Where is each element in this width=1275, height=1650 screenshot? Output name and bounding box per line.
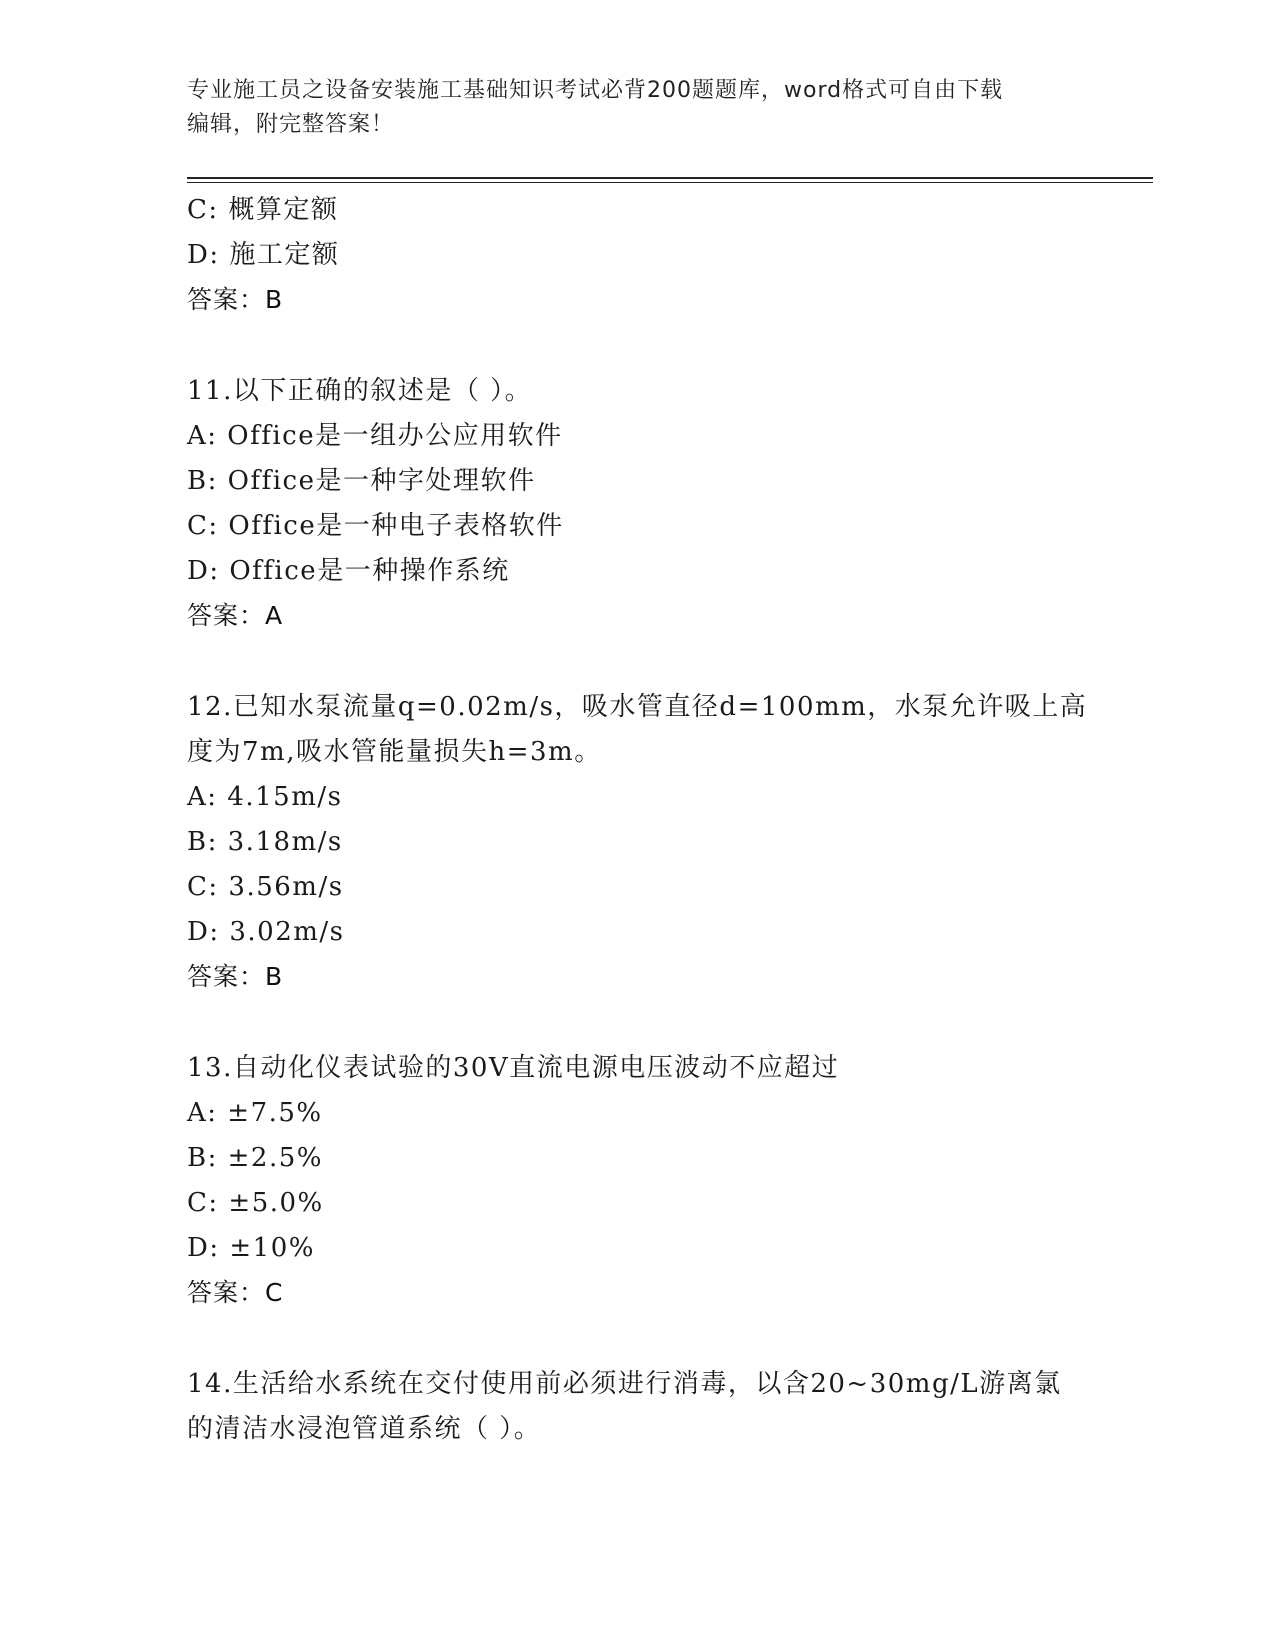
header-line-2: 编辑，附完整答案！ bbox=[187, 112, 395, 137]
q13-option-d: D: ±10% bbox=[187, 1233, 315, 1263]
q13-stem: 13.自动化仪表试验的30V直流电源电压波动不应超过 bbox=[187, 1053, 840, 1083]
q12-option-a: A: 4.15m/s bbox=[187, 782, 343, 812]
q14-stem-line-1: 14.生活给水系统在交付使用前必须进行消毒，以含20~30mg/L游离氯 bbox=[187, 1369, 1062, 1399]
q11-stem: 11.以下正确的叙述是（ ）。 bbox=[187, 376, 533, 406]
q12-option-c: C: 3.56m/s bbox=[187, 872, 344, 902]
q11-option-c: C: Office是一种电子表格软件 bbox=[187, 511, 564, 541]
header-divider-thin bbox=[187, 182, 1153, 183]
q12-option-d: D: 3.02m/s bbox=[187, 917, 345, 947]
header-divider-thick bbox=[187, 177, 1153, 179]
q12-option-b: B: 3.18m/s bbox=[187, 827, 343, 857]
q10-answer: 答案：B bbox=[187, 285, 284, 314]
q11-option-a: A: Office是一组办公应用软件 bbox=[187, 421, 563, 451]
q13-answer: 答案：C bbox=[187, 1278, 284, 1307]
q10-option-c: C: 概算定额 bbox=[187, 195, 339, 225]
q13-option-a: A: ±7.5% bbox=[187, 1098, 323, 1128]
q11-option-d: D: Office是一种操作系统 bbox=[187, 556, 510, 586]
q12-stem-line-2: 度为7m,吸水管能量损失h=3m。 bbox=[187, 737, 602, 767]
q12-answer: 答案：B bbox=[187, 962, 284, 991]
q14-stem-line-2: 的清洁水浸泡管道系统（ ）。 bbox=[187, 1414, 542, 1444]
q11-answer: 答案：A bbox=[187, 601, 284, 630]
q13-option-b: B: ±2.5% bbox=[187, 1143, 323, 1173]
q11-option-b: B: Office是一种字处理软件 bbox=[187, 466, 536, 496]
q12-stem-line-1: 12.已知水泵流量q=0.02m/s，吸水管直径d=100mm，水泵允许吸上高 bbox=[187, 692, 1088, 722]
document-header bbox=[187, 74, 1087, 142]
q10-option-d: D: 施工定额 bbox=[187, 240, 340, 270]
q13-option-c: C: ±5.0% bbox=[187, 1188, 324, 1218]
header-line-1: 专业施工员之设备安装施工基础知识考试必背200题题库，word格式可自由下载 bbox=[187, 78, 1004, 103]
